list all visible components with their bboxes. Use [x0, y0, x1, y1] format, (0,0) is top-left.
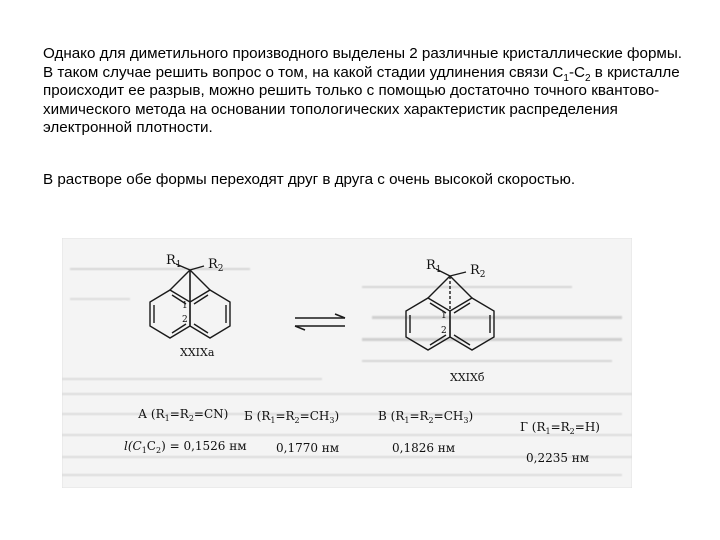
left-r2: $R_2$: [208, 257, 224, 274]
right-atom-1: 1: [441, 311, 447, 321]
bond-length-v: 0,1826 нм: [392, 441, 456, 455]
bond-length-a: $l(C_1C_2) = 0,1526$ нм: [124, 439, 247, 455]
form-a-label: А $(R_1=R_2=CN)$: [138, 407, 229, 423]
paragraph-crystal-forms: [43, 45, 683, 138]
p1-subscript-1: 1: [563, 72, 569, 84]
form-v-label: В $(R_1=R_2=CH_3)$: [378, 409, 474, 425]
p1-text-start: Однако для диметильного производного выделены 2 различные кристаллические формы. В таком случае решить вопрос о том, на какой стадии удлинения связи С: [43, 45, 682, 81]
left-atom-2: 2: [182, 315, 188, 325]
left-atom-1: 1: [182, 301, 188, 311]
right-compound-label: XXIXб: [450, 371, 485, 384]
p1-dash: -С: [568, 63, 585, 81]
scanned-figure: [62, 238, 632, 488]
form-g-label: Г $(R_1=R_2=H)$: [520, 420, 600, 436]
form-b-label: Б $(R_1=R_2=CH_3)$: [244, 409, 340, 425]
chemical-scheme: [62, 238, 632, 488]
right-r1: $R_1$: [426, 258, 442, 275]
p1-text-end: в кристалле происходит ее разрыв, можно решить только с помощью достаточно точного квантово-химического метода на основании топологических характеристик распределения электронной плотности.: [43, 63, 680, 137]
bond-length-b: 0,1770 нм: [276, 441, 340, 455]
left-r1: $R_1$: [166, 253, 182, 270]
left-compound-label: XXIXa: [180, 346, 215, 359]
bond-length-g: 0,2235 нм: [526, 451, 590, 465]
right-r2: $R_2$: [470, 263, 486, 280]
right-atom-2: 2: [441, 326, 447, 336]
paragraph-solution: В растворе обе формы переходят друг в друга с очень высокой скоростью.: [43, 171, 576, 188]
p1-subscript-2: 2: [585, 72, 591, 84]
